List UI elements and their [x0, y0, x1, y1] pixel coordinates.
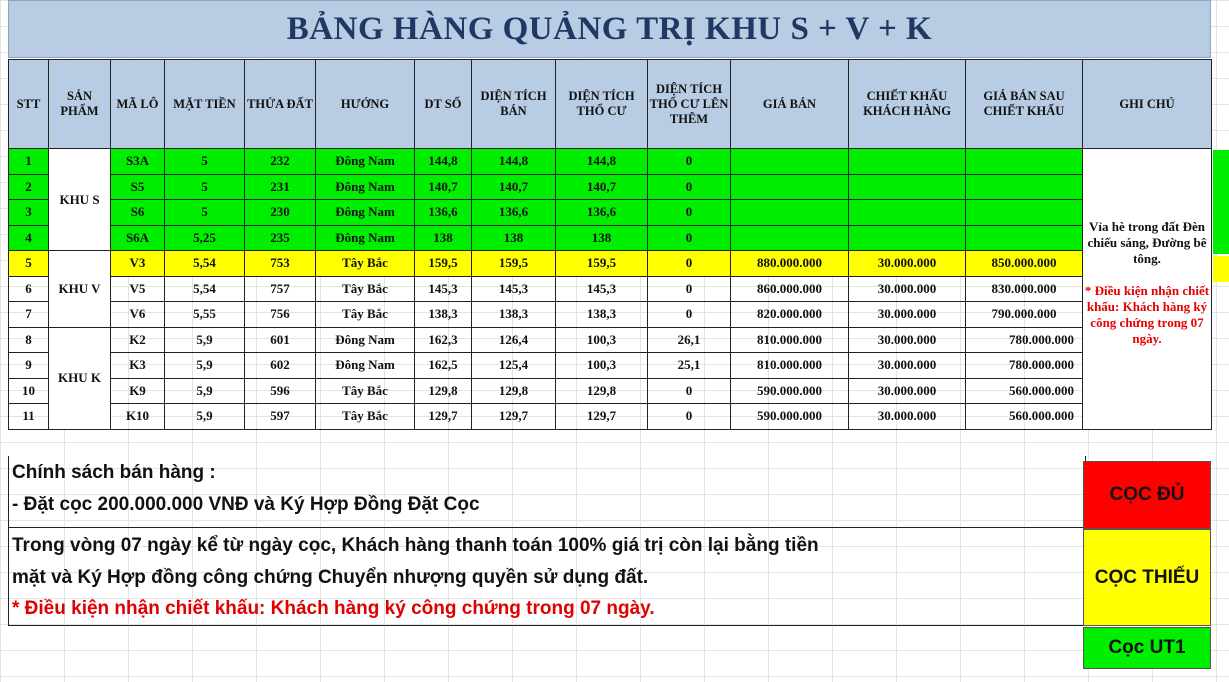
cell-thua-dat: 601: [245, 327, 316, 353]
cell-gia-ban: 810.000.000: [731, 353, 849, 379]
cell-dt-so: 140,7: [415, 174, 472, 200]
cell-chiet-khau: 30.000.000: [849, 378, 966, 404]
cell-dien-tich-tho-cu: 159,5: [556, 251, 648, 277]
cell-chiet-khau: 30.000.000: [849, 276, 966, 302]
cell-thua-dat: 602: [245, 353, 316, 379]
cell-thua-dat: 231: [245, 174, 316, 200]
policy-payment-line1: Trong vòng 07 ngày kể từ ngày cọc, Khách hàng thanh toán 100% giá trị còn lại bằng tiền: [12, 535, 819, 556]
cell-dien-tich-tho-cu: 144,8: [556, 149, 648, 175]
cell-stt: 11: [9, 404, 49, 430]
header-dien-tich-ban: DIỆN TÍCH BÁN: [472, 60, 556, 149]
table-row: [9, 404, 1212, 430]
cell-dien-tich-tho-cu: 100,3: [556, 353, 648, 379]
cell-huong: Tây Bắc: [316, 276, 415, 302]
cell-gia-sau-ck: 850.000.000: [966, 251, 1083, 277]
group-khu-k: KHU K: [49, 327, 111, 429]
cell-dien-tich-ban: 125,4: [472, 353, 556, 379]
cell-dt-so: 138: [415, 225, 472, 251]
table-row: [9, 276, 1212, 302]
cell-chiet-khau: [849, 149, 966, 175]
cell-stt: 7: [9, 302, 49, 328]
cell-gia-sau-ck: 560.000.000: [966, 404, 1083, 430]
cell-tho-cu-len-them: 0: [648, 225, 731, 251]
cell-gia-ban: 590.000.000: [731, 404, 849, 430]
header-san-pham: SẢN PHẨM: [49, 60, 111, 149]
cell-tho-cu-len-them: 26,1: [648, 327, 731, 353]
cell-mat-tien: 5,54: [165, 276, 245, 302]
cell-gia-ban: 880.000.000: [731, 251, 849, 277]
cell-chiet-khau: [849, 174, 966, 200]
cell-chiet-khau: [849, 225, 966, 251]
cell-dien-tich-ban: 144,8: [472, 149, 556, 175]
cell-gia-ban: 820.000.000: [731, 302, 849, 328]
cell-huong: Đông Nam: [316, 174, 415, 200]
cell-ma-lo: V5: [111, 276, 165, 302]
cell-thua-dat: 756: [245, 302, 316, 328]
cell-tho-cu-len-them: 0: [648, 404, 731, 430]
table-row: [9, 327, 1212, 353]
cell-thua-dat: 597: [245, 404, 316, 430]
cell-stt: 4: [9, 225, 49, 251]
cell-huong: Đông Nam: [316, 200, 415, 226]
cell-huong: Đông Nam: [316, 353, 415, 379]
cell-thua-dat: 230: [245, 200, 316, 226]
table-row: [9, 200, 1212, 226]
cell-stt: 5: [9, 251, 49, 277]
cell-gia-ban: [731, 200, 849, 226]
policy-payment-line2: mặt và Ký Hợp đồng công chứng Chuyển nhượng quyền sử dụng đất.: [12, 567, 649, 588]
cell-chiet-khau: 30.000.000: [849, 251, 966, 277]
cell-tho-cu-len-them: 0: [648, 276, 731, 302]
table-row: [9, 378, 1212, 404]
header-ghi-chu: GHI CHÚ: [1083, 60, 1212, 149]
cell-ma-lo: V6: [111, 302, 165, 328]
cell-dien-tich-ban: 129,8: [472, 378, 556, 404]
cell-mat-tien: 5,54: [165, 251, 245, 277]
cell-tho-cu-len-them: 0: [648, 378, 731, 404]
cell-gia-ban: [731, 149, 849, 175]
sales-policy: [8, 456, 1086, 626]
cell-stt: 8: [9, 327, 49, 353]
cell-ma-lo: V3: [111, 251, 165, 277]
header-mat-tien: MẶT TIỀN: [165, 60, 245, 149]
cell-tho-cu-len-them: 0: [648, 302, 731, 328]
cell-dien-tich-tho-cu: 100,3: [556, 327, 648, 353]
cell-mat-tien: 5,9: [165, 378, 245, 404]
cell-stt: 1: [9, 149, 49, 175]
policy-discount-condition: * Điều kiện nhận chiết khấu: Khách hàng ký công chứng trong 07 ngày.: [12, 598, 655, 619]
header-huong: HƯỚNG: [316, 60, 415, 149]
cell-thua-dat: 596: [245, 378, 316, 404]
cell-gia-sau-ck: [966, 225, 1083, 251]
cell-mat-tien: 5: [165, 149, 245, 175]
header-gia-ban-sau-ck: GIÁ BÁN SAU CHIẾT KHẤU: [966, 60, 1083, 149]
cell-dt-so: 129,8: [415, 378, 472, 404]
table-row: [9, 225, 1212, 251]
cell-tho-cu-len-them: 0: [648, 149, 731, 175]
cell-dt-so: 159,5: [415, 251, 472, 277]
cell-dt-so: 162,5: [415, 353, 472, 379]
cell-huong: Đông Nam: [316, 225, 415, 251]
cell-huong: Tây Bắc: [316, 302, 415, 328]
cell-dien-tich-tho-cu: 129,8: [556, 378, 648, 404]
cell-dt-so: 145,3: [415, 276, 472, 302]
cell-mat-tien: 5,25: [165, 225, 245, 251]
legend-coc-thieu: CỌC THIẾU: [1083, 529, 1211, 626]
cell-gia-ban: [731, 225, 849, 251]
product-table: [8, 59, 1212, 430]
table-row: [9, 174, 1212, 200]
cell-ma-lo: S6: [111, 200, 165, 226]
cell-mat-tien: 5,55: [165, 302, 245, 328]
cell-ma-lo: K2: [111, 327, 165, 353]
cell-ma-lo: K3: [111, 353, 165, 379]
cell-dien-tich-ban: 126,4: [472, 327, 556, 353]
cell-thua-dat: 232: [245, 149, 316, 175]
cell-ma-lo: S6A: [111, 225, 165, 251]
header-dien-tich-tho-cu-len-them: DIỆN TÍCH THỔ CƯ LÊN THÊM: [648, 60, 731, 149]
header-ma-lo: MÃ LÔ: [111, 60, 165, 149]
cell-mat-tien: 5: [165, 174, 245, 200]
policy-deposit: - Đặt cọc 200.000.000 VNĐ và Ký Hợp Đồng Đặt Cọc: [12, 494, 480, 515]
cell-stt: 2: [9, 174, 49, 200]
cell-dien-tich-tho-cu: 140,7: [556, 174, 648, 200]
cell-dien-tich-tho-cu: 138: [556, 225, 648, 251]
group-khu-v: KHU V: [49, 251, 111, 328]
cell-dien-tich-ban: 138: [472, 225, 556, 251]
cell-huong: Tây Bắc: [316, 404, 415, 430]
cell-dt-so: 138,3: [415, 302, 472, 328]
cell-ma-lo: S5: [111, 174, 165, 200]
policy-divider: [9, 527, 1085, 528]
cell-dien-tich-ban: 159,5: [472, 251, 556, 277]
cell-huong: Tây Bắc: [316, 378, 415, 404]
cell-dien-tich-ban: 136,6: [472, 200, 556, 226]
cell-dien-tich-tho-cu: 136,6: [556, 200, 648, 226]
cell-gia-ban: [731, 174, 849, 200]
legend-coc-ut1: Cọc UT1: [1083, 627, 1211, 669]
group-khu-s: KHU S: [49, 149, 111, 251]
policy-heading: Chính sách bán hàng :: [12, 462, 216, 483]
table-row: [9, 302, 1212, 328]
header-stt: STT: [9, 60, 49, 149]
cell-tho-cu-len-them: 0: [648, 174, 731, 200]
cell-stt: 10: [9, 378, 49, 404]
page-title: BẢNG HÀNG QUẢNG TRỊ KHU S + V + K: [8, 0, 1211, 58]
header-gia-ban: GIÁ BÁN: [731, 60, 849, 149]
cell-huong: Tây Bắc: [316, 251, 415, 277]
legend-coc-du: CỌC ĐỦ: [1083, 461, 1211, 529]
cell-gia-ban: 590.000.000: [731, 378, 849, 404]
table-row: [9, 251, 1212, 277]
cell-thua-dat: 757: [245, 276, 316, 302]
cell-gia-sau-ck: 830.000.000: [966, 276, 1083, 302]
cell-tho-cu-len-them: 0: [648, 251, 731, 277]
cell-dien-tich-tho-cu: 138,3: [556, 302, 648, 328]
cell-dt-so: 129,7: [415, 404, 472, 430]
table-row: [9, 149, 1212, 175]
header-row: [9, 60, 1212, 149]
header-thua-dat: THỬA ĐẤT: [245, 60, 316, 149]
cell-gia-sau-ck: 560.000.000: [966, 378, 1083, 404]
cell-stt: 9: [9, 353, 49, 379]
note-discount-condition: * Điều kiện nhận chiết khấu: Khách hàng ký công chứng trong 07 ngày.: [1084, 283, 1210, 346]
cell-dien-tich-ban: 129,7: [472, 404, 556, 430]
cell-chiet-khau: 30.000.000: [849, 327, 966, 353]
cell-mat-tien: 5,9: [165, 327, 245, 353]
cell-tho-cu-len-them: 25,1: [648, 353, 731, 379]
edge-fill-green: [1213, 150, 1229, 254]
cell-stt: 3: [9, 200, 49, 226]
cell-dt-so: 136,6: [415, 200, 472, 226]
cell-huong: Đông Nam: [316, 327, 415, 353]
edge-fill-yellow: [1213, 256, 1229, 282]
cell-gia-ban: 810.000.000: [731, 327, 849, 353]
header-chiet-khau: CHIẾT KHẤU KHÁCH HÀNG: [849, 60, 966, 149]
cell-gia-ban: 860.000.000: [731, 276, 849, 302]
cell-chiet-khau: 30.000.000: [849, 404, 966, 430]
cell-stt: 6: [9, 276, 49, 302]
cell-dien-tich-tho-cu: 145,3: [556, 276, 648, 302]
cell-ma-lo: K9: [111, 378, 165, 404]
cell-gia-sau-ck: 780.000.000: [966, 327, 1083, 353]
cell-ma-lo: S3A: [111, 149, 165, 175]
cell-thua-dat: 235: [245, 225, 316, 251]
cell-huong: Đông Nam: [316, 149, 415, 175]
table-row: [9, 353, 1212, 379]
cell-gia-sau-ck: [966, 174, 1083, 200]
note-cell: [1083, 149, 1212, 430]
cell-tho-cu-len-them: 0: [648, 200, 731, 226]
cell-gia-sau-ck: [966, 149, 1083, 175]
cell-dien-tich-ban: 140,7: [472, 174, 556, 200]
cell-gia-sau-ck: [966, 200, 1083, 226]
cell-dt-so: 144,8: [415, 149, 472, 175]
cell-dien-tich-ban: 145,3: [472, 276, 556, 302]
cell-thua-dat: 753: [245, 251, 316, 277]
cell-gia-sau-ck: 790.000.000: [966, 302, 1083, 328]
cell-gia-sau-ck: 780.000.000: [966, 353, 1083, 379]
cell-mat-tien: 5: [165, 200, 245, 226]
cell-dien-tich-tho-cu: 129,7: [556, 404, 648, 430]
header-dien-tich-tho-cu: DIỆN TÍCH THỔ CƯ: [556, 60, 648, 149]
cell-dt-so: 162,3: [415, 327, 472, 353]
header-dt-so: DT SỔ: [415, 60, 472, 149]
cell-mat-tien: 5,9: [165, 404, 245, 430]
cell-dien-tich-ban: 138,3: [472, 302, 556, 328]
cell-ma-lo: K10: [111, 404, 165, 430]
note-text: Vỉa hè trong đất Đèn chiếu sáng, Đường bê tông.: [1087, 219, 1207, 266]
cell-chiet-khau: [849, 200, 966, 226]
cell-mat-tien: 5,9: [165, 353, 245, 379]
cell-chiet-khau: 30.000.000: [849, 353, 966, 379]
cell-chiet-khau: 30.000.000: [849, 302, 966, 328]
